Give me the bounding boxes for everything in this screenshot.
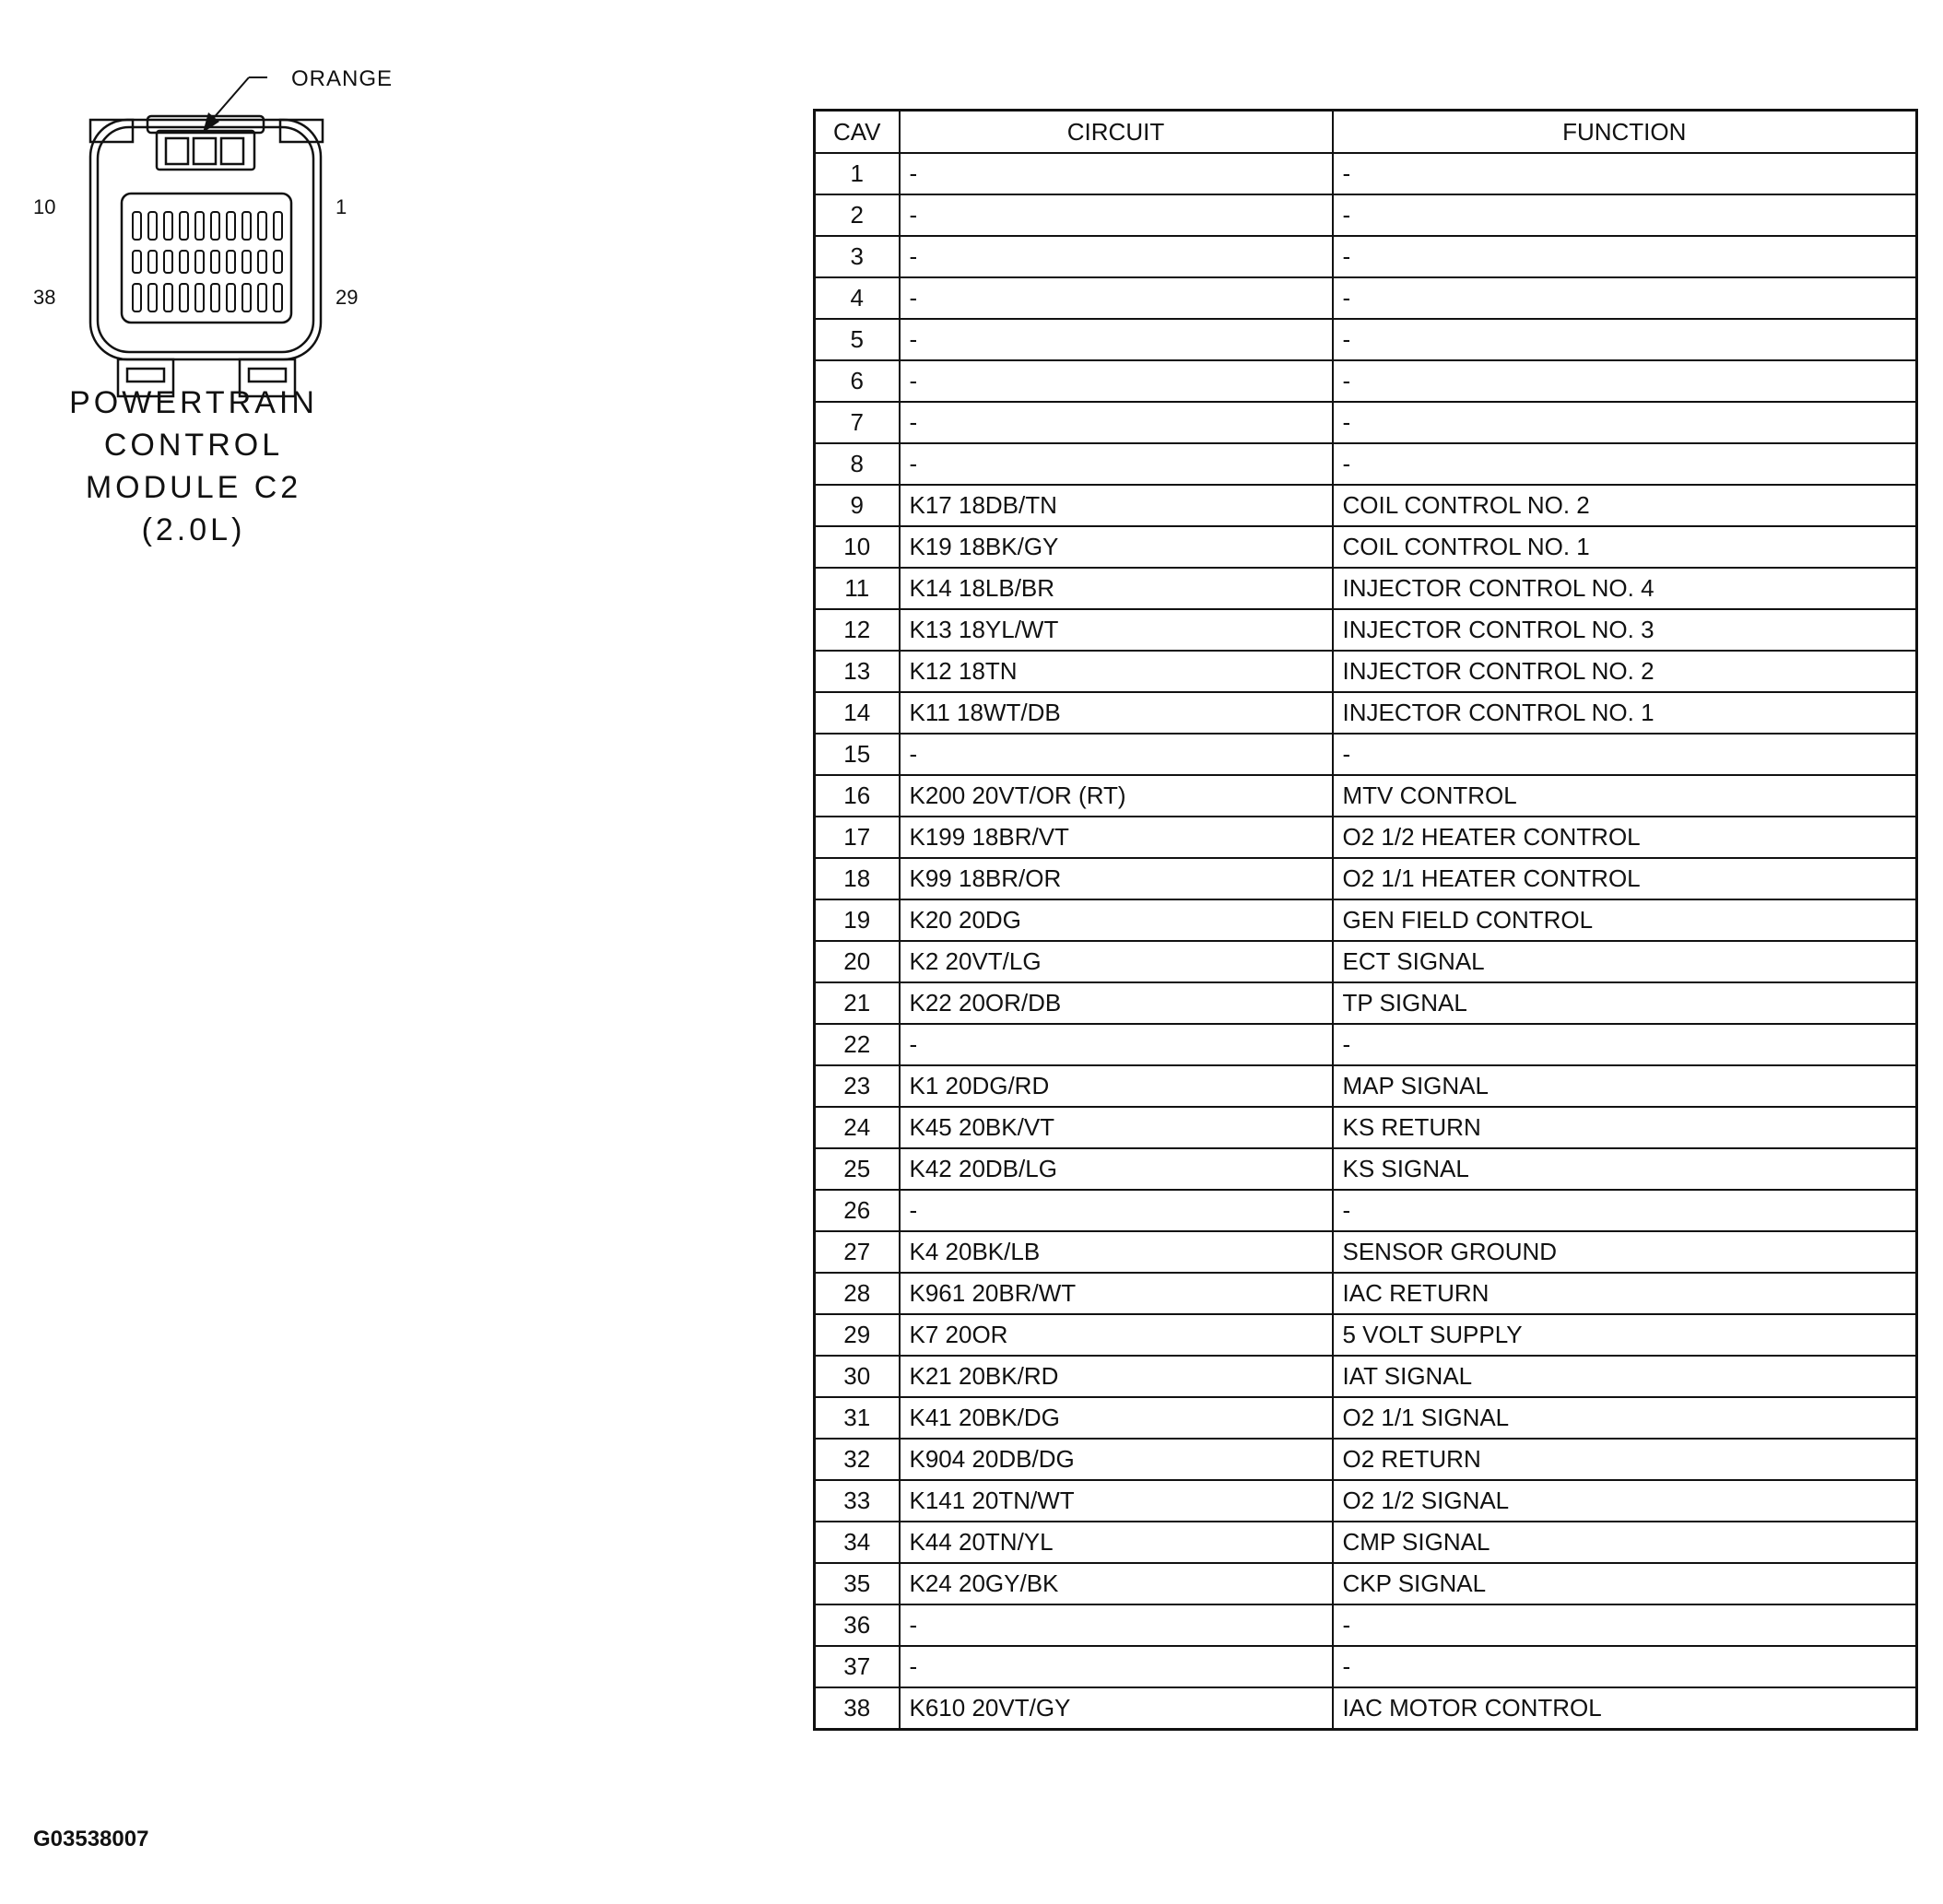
table-row	[815, 1397, 1917, 1439]
circuit-cell: K141 20TN/WT	[900, 1480, 1333, 1522]
cav-cell: 7	[815, 402, 900, 443]
cav-cell: 10	[815, 526, 900, 568]
terminal-cavity	[274, 212, 282, 240]
circuit-cell: -	[900, 1604, 1333, 1646]
cav-cell: 5	[815, 319, 900, 360]
table-row	[815, 651, 1917, 692]
table-row	[815, 1687, 1917, 1730]
function-cell: KS SIGNAL	[1333, 1148, 1917, 1190]
function-cell: COIL CONTROL NO. 2	[1333, 485, 1917, 526]
terminal-cavity	[148, 212, 157, 240]
table-row	[815, 1604, 1917, 1646]
connector-title-line-1: POWERTRAIN	[69, 385, 318, 420]
table-row	[815, 1273, 1917, 1314]
circuit-cell: K99 18BR/OR	[900, 858, 1333, 899]
circuit-cell: K961 20BR/WT	[900, 1273, 1333, 1314]
table-row	[815, 1480, 1917, 1522]
function-cell: O2 1/2 HEATER CONTROL	[1333, 817, 1917, 858]
table-row	[815, 402, 1917, 443]
terminal-cavity	[211, 284, 219, 311]
circuit-cell: K200 20VT/OR (RT)	[900, 775, 1333, 817]
function-cell: -	[1333, 236, 1917, 277]
terminal-cavity	[195, 212, 204, 240]
cav-cell: 16	[815, 775, 900, 817]
function-cell: IAT SIGNAL	[1333, 1356, 1917, 1397]
cav-cell: 33	[815, 1480, 900, 1522]
terminal-cavity	[195, 284, 204, 311]
terminal-cavity	[133, 251, 141, 273]
cav-cell: 9	[815, 485, 900, 526]
table-row	[815, 236, 1917, 277]
cav-cell: 28	[815, 1273, 900, 1314]
table-row	[815, 734, 1917, 775]
circuit-cell: K45 20BK/VT	[900, 1107, 1333, 1148]
terminal-cavity	[242, 284, 251, 311]
terminal-cavity	[211, 212, 219, 240]
table-row	[815, 319, 1917, 360]
cav-cell: 6	[815, 360, 900, 402]
connector-color-label: ORANGE	[291, 66, 394, 91]
circuit-cell: -	[900, 1190, 1333, 1231]
function-cell: -	[1333, 734, 1917, 775]
orange-leader-arrow	[203, 77, 267, 133]
cav-cell: 27	[815, 1231, 900, 1273]
function-cell: -	[1333, 194, 1917, 236]
table-row	[815, 485, 1917, 526]
terminal-cavity	[148, 251, 157, 273]
terminal-cavity	[180, 284, 188, 311]
circuit-cell: K24 20GY/BK	[900, 1563, 1333, 1604]
cav-cell: 19	[815, 899, 900, 941]
terminal-cavity	[133, 212, 141, 240]
table-row	[815, 153, 1917, 194]
header-cav: CAV	[815, 111, 900, 154]
circuit-cell: -	[900, 1024, 1333, 1065]
terminal-cavity	[133, 284, 141, 311]
table-row	[815, 982, 1917, 1024]
cav-cell: 35	[815, 1563, 900, 1604]
circuit-cell: K13 18YL/WT	[900, 609, 1333, 651]
table-row	[815, 194, 1917, 236]
cav-cell: 12	[815, 609, 900, 651]
table-row	[815, 1356, 1917, 1397]
circuit-cell: K22 20OR/DB	[900, 982, 1333, 1024]
cav-cell: 32	[815, 1439, 900, 1480]
terminal-cavity	[274, 284, 282, 311]
terminal-cavity	[180, 212, 188, 240]
circuit-cell: K199 18BR/VT	[900, 817, 1333, 858]
circuit-cell: K14 18LB/BR	[900, 568, 1333, 609]
figure-id: G03538007	[33, 1827, 149, 1851]
terminal-cavity	[211, 251, 219, 273]
terminal-cavity	[258, 284, 266, 311]
table-row	[815, 775, 1917, 817]
table-row	[815, 1646, 1917, 1687]
circuit-cell: K610 20VT/GY	[900, 1687, 1333, 1730]
circuit-cell: K17 18DB/TN	[900, 485, 1333, 526]
terminal-rows	[133, 212, 282, 311]
circuit-cell: -	[900, 236, 1333, 277]
function-cell: -	[1333, 443, 1917, 485]
function-cell: MAP SIGNAL	[1333, 1065, 1917, 1107]
table-row	[815, 817, 1917, 858]
cav-cell: 37	[815, 1646, 900, 1687]
cav-cell: 13	[815, 651, 900, 692]
function-cell: -	[1333, 1024, 1917, 1065]
function-cell: -	[1333, 277, 1917, 319]
function-cell: INJECTOR CONTROL NO. 4	[1333, 568, 1917, 609]
terminal-cavity	[164, 212, 172, 240]
connector-title-line-2: CONTROL	[103, 428, 284, 463]
terminal-cavity	[274, 251, 282, 273]
terminal-cavity	[227, 251, 235, 273]
pin-label-top-right: 1	[336, 195, 347, 218]
circuit-cell: K42 20DB/LG	[900, 1148, 1333, 1190]
table-row	[815, 858, 1917, 899]
pin-label-bottom-left: 38	[33, 286, 56, 309]
cav-cell: 31	[815, 1397, 900, 1439]
circuit-cell: -	[900, 153, 1333, 194]
cav-cell: 23	[815, 1065, 900, 1107]
circuit-cell: -	[900, 277, 1333, 319]
function-cell: COIL CONTROL NO. 1	[1333, 526, 1917, 568]
cav-cell: 25	[815, 1148, 900, 1190]
cav-cell: 20	[815, 941, 900, 982]
table-row	[815, 526, 1917, 568]
function-cell: TP SIGNAL	[1333, 982, 1917, 1024]
circuit-cell: -	[900, 734, 1333, 775]
cav-cell: 30	[815, 1356, 900, 1397]
table-row	[815, 568, 1917, 609]
connector-body	[90, 116, 323, 396]
table-row	[815, 443, 1917, 485]
circuit-cell: -	[900, 443, 1333, 485]
function-cell: KS RETURN	[1333, 1107, 1917, 1148]
cav-cell: 8	[815, 443, 900, 485]
circuit-cell: -	[900, 194, 1333, 236]
circuit-cell: K11 18WT/DB	[900, 692, 1333, 734]
function-cell: IAC RETURN	[1333, 1273, 1917, 1314]
circuit-cell: -	[900, 319, 1333, 360]
function-cell: ECT SIGNAL	[1333, 941, 1917, 982]
terminal-cavity	[164, 251, 172, 273]
cav-cell: 34	[815, 1522, 900, 1563]
function-cell: INJECTOR CONTROL NO. 1	[1333, 692, 1917, 734]
cav-cell: 11	[815, 568, 900, 609]
table-row	[815, 1439, 1917, 1480]
cav-cell: 17	[815, 817, 900, 858]
function-cell: INJECTOR CONTROL NO. 3	[1333, 609, 1917, 651]
function-cell: GEN FIELD CONTROL	[1333, 899, 1917, 941]
cav-cell: 3	[815, 236, 900, 277]
cav-cell: 36	[815, 1604, 900, 1646]
circuit-cell: K12 18TN	[900, 651, 1333, 692]
terminal-cavity	[148, 284, 157, 311]
function-cell: MTV CONTROL	[1333, 775, 1917, 817]
cav-cell: 21	[815, 982, 900, 1024]
table-row	[815, 1563, 1917, 1604]
function-cell: -	[1333, 360, 1917, 402]
function-cell: SENSOR GROUND	[1333, 1231, 1917, 1273]
header-circuit: CIRCUIT	[900, 111, 1333, 154]
circuit-cell: -	[900, 360, 1333, 402]
connector-title-line-3: MODULE C2	[85, 470, 302, 505]
function-cell: -	[1333, 153, 1917, 194]
function-cell: O2 1/1 HEATER CONTROL	[1333, 858, 1917, 899]
table-row	[815, 277, 1917, 319]
table-row	[815, 1522, 1917, 1563]
circuit-cell: K2 20VT/LG	[900, 941, 1333, 982]
function-cell: -	[1333, 1604, 1917, 1646]
function-cell: 5 VOLT SUPPLY	[1333, 1314, 1917, 1356]
table-row	[815, 1314, 1917, 1356]
terminal-cavity	[242, 212, 251, 240]
terminal-cavity	[227, 212, 235, 240]
connector-title-line-4: (2.0L)	[141, 512, 246, 547]
function-cell: -	[1333, 1190, 1917, 1231]
function-cell: IAC MOTOR CONTROL	[1333, 1687, 1917, 1730]
table-row	[815, 1231, 1917, 1273]
table-row	[815, 1065, 1917, 1107]
function-cell: -	[1333, 402, 1917, 443]
pin-label-bottom-right: 29	[336, 286, 359, 309]
circuit-cell: K4 20BK/LB	[900, 1231, 1333, 1273]
terminal-cavity	[258, 212, 266, 240]
cav-cell: 29	[815, 1314, 900, 1356]
terminal-cavity	[195, 251, 204, 273]
cav-cell: 4	[815, 277, 900, 319]
circuit-cell: K904 20DB/DG	[900, 1439, 1333, 1480]
cav-cell: 24	[815, 1107, 900, 1148]
table-row	[815, 899, 1917, 941]
cav-cell: 1	[815, 153, 900, 194]
circuit-cell: -	[900, 402, 1333, 443]
terminal-cavity	[242, 251, 251, 273]
circuit-cell: K21 20BK/RD	[900, 1356, 1333, 1397]
cav-cell: 26	[815, 1190, 900, 1231]
function-cell: O2 1/2 SIGNAL	[1333, 1480, 1917, 1522]
function-cell: CMP SIGNAL	[1333, 1522, 1917, 1563]
circuit-cell: K41 20BK/DG	[900, 1397, 1333, 1439]
circuit-cell: K1 20DG/RD	[900, 1065, 1333, 1107]
table-row	[815, 360, 1917, 402]
cav-cell: 15	[815, 734, 900, 775]
circuit-cell: K20 20DG	[900, 899, 1333, 941]
table-header-row	[815, 111, 1917, 154]
function-cell: -	[1333, 1646, 1917, 1687]
function-cell: -	[1333, 319, 1917, 360]
table-row	[815, 1107, 1917, 1148]
circuit-cell: K19 18BK/GY	[900, 526, 1333, 568]
cav-cell: 22	[815, 1024, 900, 1065]
terminal-cavity	[258, 251, 266, 273]
circuit-cell: K7 20OR	[900, 1314, 1333, 1356]
cav-cell: 14	[815, 692, 900, 734]
table-row	[815, 692, 1917, 734]
function-cell: CKP SIGNAL	[1333, 1563, 1917, 1604]
function-cell: O2 1/1 SIGNAL	[1333, 1397, 1917, 1439]
terminal-cavity	[164, 284, 172, 311]
cav-cell: 2	[815, 194, 900, 236]
function-cell: INJECTOR CONTROL NO. 2	[1333, 651, 1917, 692]
table-row	[815, 1024, 1917, 1065]
table-row	[815, 1190, 1917, 1231]
terminal-cavity	[180, 251, 188, 273]
function-cell: O2 RETURN	[1333, 1439, 1917, 1480]
table-row	[815, 941, 1917, 982]
pinout-table	[813, 109, 1918, 1731]
table-row	[815, 609, 1917, 651]
cav-cell: 38	[815, 1687, 900, 1730]
cav-cell: 18	[815, 858, 900, 899]
circuit-cell: K44 20TN/YL	[900, 1522, 1333, 1563]
table-body	[815, 153, 1917, 1730]
header-function: FUNCTION	[1333, 111, 1917, 154]
circuit-cell: -	[900, 1646, 1333, 1687]
terminal-cavity	[227, 284, 235, 311]
pin-label-top-left: 10	[33, 195, 56, 218]
table-row	[815, 1148, 1917, 1190]
